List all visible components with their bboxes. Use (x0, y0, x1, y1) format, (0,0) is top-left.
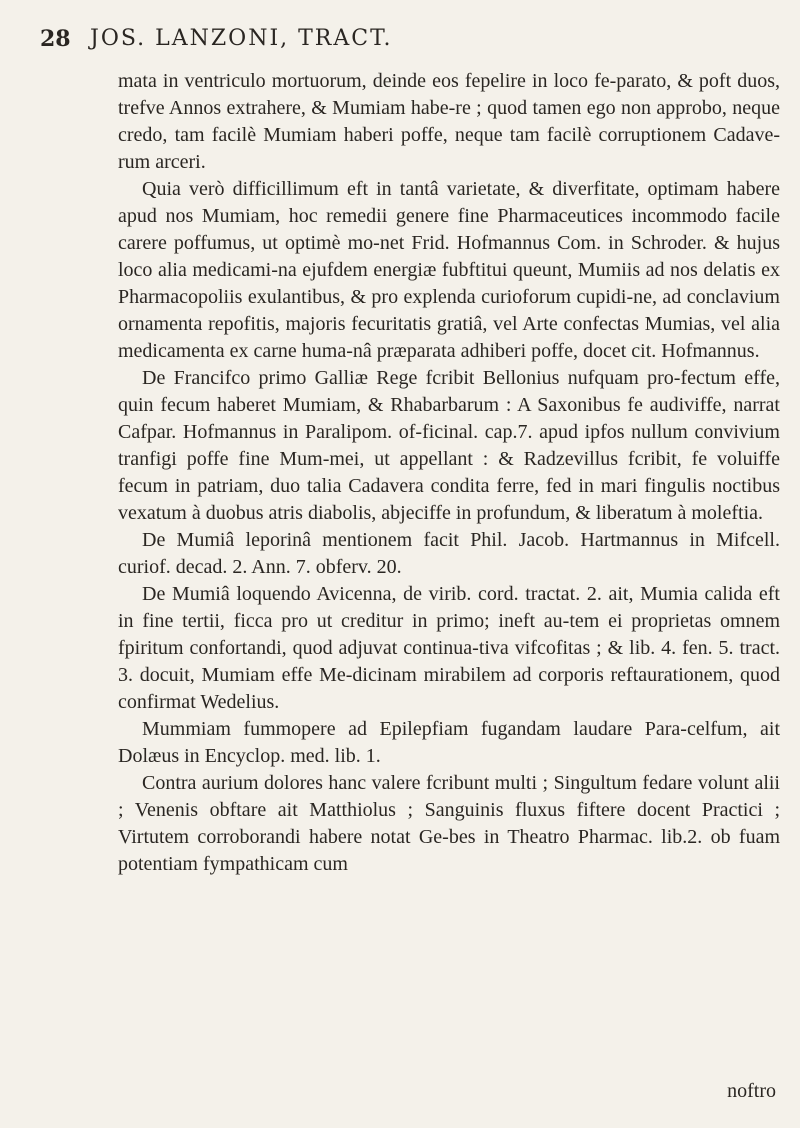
paragraph: De Mumiâ loquendo Avicenna, de virib. cord. tractat. 2. ait, Mumia calida eft in fine tertii, ficca pro ut creditur in primo; ineft au-tem ei proprietas omnem fpiritum confortandi, quod adjuvat continua-tiva vifcofitas ; & lib. 4. fen. 5. tract. 3. docuit, Mumiam effe Me-dicinam mirabilem ad corporis reftaurationem, quod confirmat Wedelius. (118, 583, 780, 713)
paragraph: Contra aurium dolores hanc valere fcribunt multi ; Singultum fedare volunt alii ; Venenis obftare ait Matthiolus ; Sanguinis fluxus fiftere docent Practici ; Virtutem corroborandi habere notat Ge-bes in Theatro Pharmac. lib.2. ob fuam potentiam fympathicam cum (118, 772, 780, 875)
catchword: noftro (727, 1080, 776, 1102)
paragraph: De Mumiâ leporinâ mentionem facit Phil. Jacob. Hartmannus in Mifcell. curiof. decad. 2. Ann. 7. obferv. 20. (118, 529, 780, 578)
paragraph: Quia verò difficillimum eft in tantâ varietate, & diverfitate, optimam habere apud nos Mumiam, hoc remedii genere fine Pharmaceutices incommodo facile carere poffumus, ut optimè mo-net Frid. Hofmannus Com. in Schroder. & hujus loco alia medicami-na ejufdem energiæ fubftitui queunt, Mumiis ad nos delatis ex Pharmacopoliis exulantibus, & pro explenda curioforum cupidi-ne, ad conclavium ornamenta repofitis, majoris fecuritatis gratiâ, vel Arte confectas Mumias, vel alia medicamenta ex carne huma-nâ præparata adhiberi poffe, docet cit. Hofmannus. (118, 178, 780, 362)
paragraph: Mummiam fummopere ad Epilepfiam fugandam laudare Para-celfum, ait Dolæus in Encyclop. med. lib. 1. (118, 718, 780, 767)
running-title: JOS. LANZONI, TRACT. (90, 26, 393, 51)
page-number: 28 (40, 26, 71, 52)
body-text (118, 68, 780, 878)
paragraph: De Francifco primo Galliæ Rege fcribit Bellonius nufquam pro-fectum effe, quin fecum haberet Mumiam, & Rhabarbarum : A Saxonibus fe audiviffe, narrat Cafpar. Hofmannus in Paralipom. of-ficinal. cap.7. apud ipfos nullum convivium tranfigi poffe fine Mum-mei, ut appellant : & Radzevillus fcribit, fe voluiffe fecum in patriam, duo talia Cadavera condita ferre, fed in mari fingulis noctibus vexatum à duobus atris diabolis, abjeciffe in profundum, & liberatum à moleftia. (118, 367, 780, 524)
paragraph: mata in ventriculo mortuorum, deinde eos fepelire in loco fe-parato, & poft duos, trefve Annos extrahere, & Mumiam habe-re ; quod tamen ego non approbo, neque credo, tam facilè Mumiam haberi poffe, neque tam facilè corruptionem Cadave-rum arceri. (118, 70, 780, 173)
running-head (40, 16, 760, 56)
